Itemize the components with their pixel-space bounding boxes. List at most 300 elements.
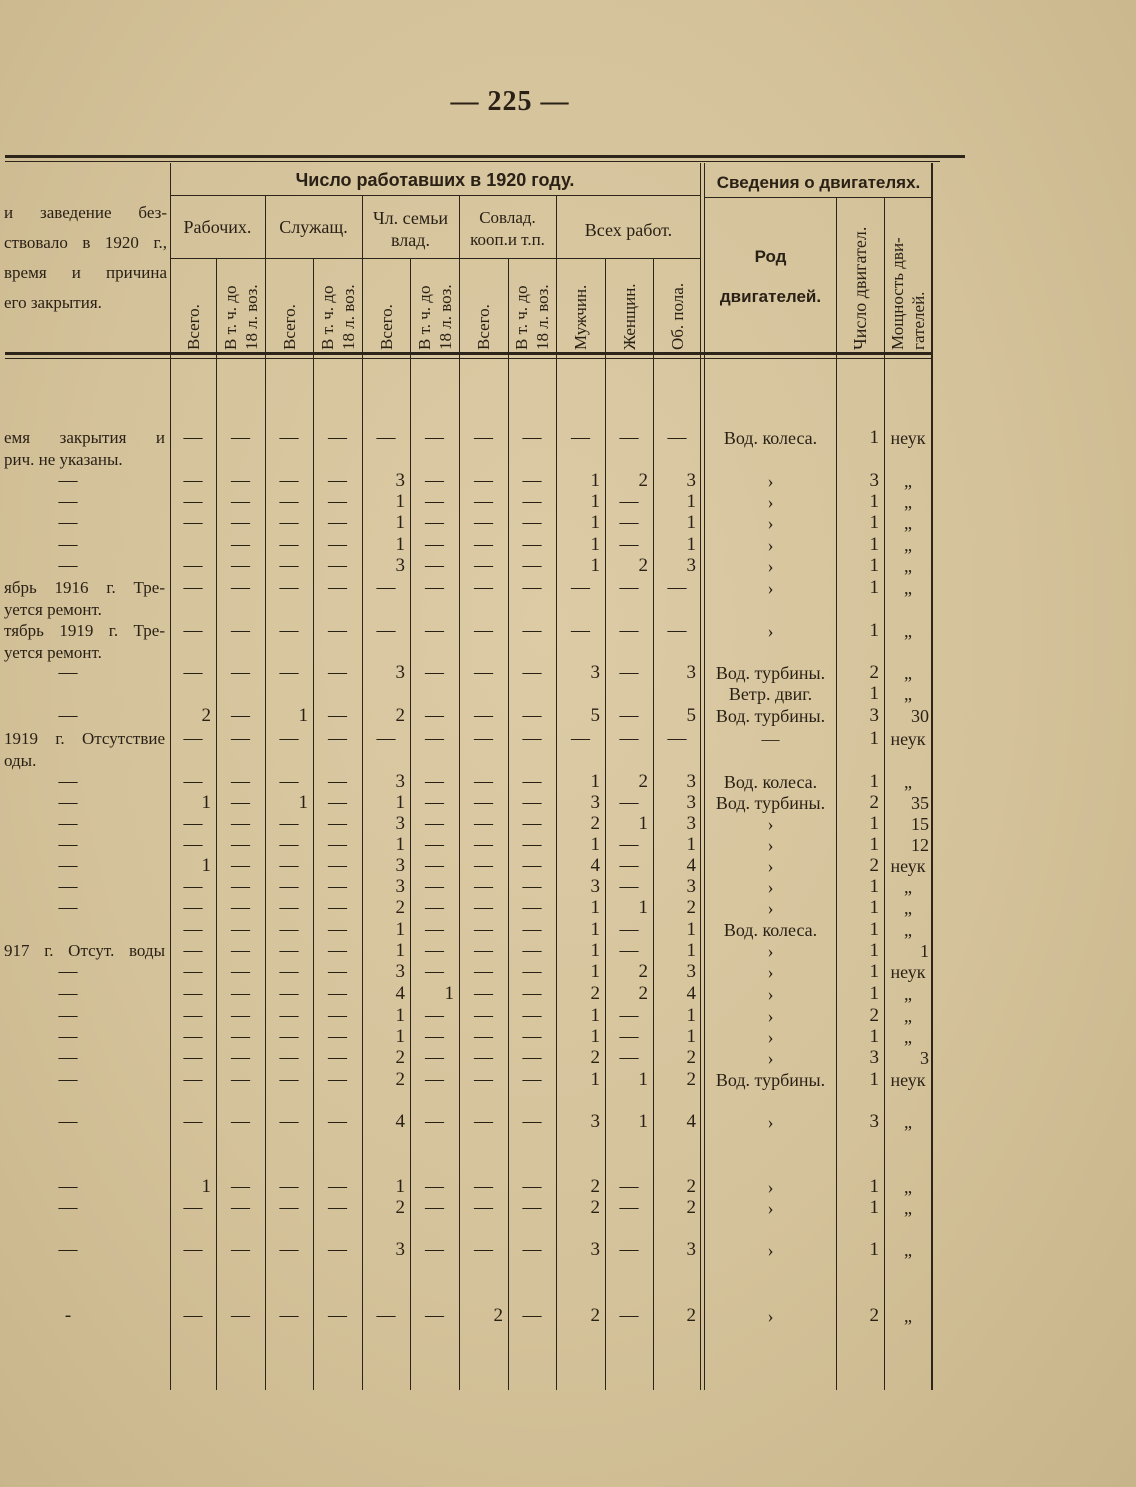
employees-under18-cell: —	[328, 876, 347, 897]
workers-under18-cell: —	[231, 1239, 250, 1260]
employees-total-cell: —	[279, 512, 299, 533]
family-under18-cell: —	[425, 1005, 444, 1026]
workers-total-cell: 2	[201, 705, 211, 726]
family-total-cell: 4	[395, 983, 405, 1004]
table-row	[0, 1026, 940, 1048]
engine-power-cell: „	[904, 877, 912, 897]
engine-count-cell: 3	[869, 470, 879, 491]
workers-under18-cell: —	[231, 940, 250, 961]
engine-power-cell: неук	[890, 1070, 926, 1090]
family-under18-cell: —	[425, 1197, 444, 1218]
family-total-cell: 3	[395, 961, 405, 982]
employees-under18-cell: —	[328, 961, 347, 982]
female-cell: —	[619, 491, 639, 512]
header-line: Всего.	[279, 304, 299, 350]
family-under18-cell: —	[425, 940, 444, 961]
row-remark-dash: —	[58, 897, 78, 918]
row-remark-dash: —	[58, 983, 78, 1004]
employees-total-cell: —	[279, 876, 299, 897]
row-remark-line: емя закрытия и	[4, 428, 165, 447]
employees-total-cell: —	[279, 834, 299, 855]
employees-under18-cell: —	[328, 620, 347, 641]
engine-type-cell: ›	[767, 535, 774, 555]
header-place-line: ствовало в 1920 г.,	[4, 233, 167, 252]
engine-power-cell: „	[904, 1240, 912, 1260]
employees-under18-cell: —	[328, 1047, 347, 1068]
workers-under18-cell: —	[231, 1176, 250, 1197]
family-under18-cell: —	[425, 919, 444, 940]
female-cell: —	[619, 834, 639, 855]
workers-under18-cell: —	[231, 512, 250, 533]
table-row	[0, 728, 940, 770]
engine-power-cell: „	[904, 1306, 912, 1326]
workers-total-cell: —	[183, 940, 203, 961]
both-sexes-cell: 3	[686, 792, 696, 813]
header-line: 18 л. воз.	[533, 284, 552, 350]
engine-power-cell: 30	[911, 706, 929, 726]
coowners-under18-cell: —	[522, 427, 542, 448]
coowners-under18-cell: —	[522, 1239, 542, 1260]
workers-total-cell: —	[183, 470, 203, 491]
family-total-cell: 1	[395, 792, 405, 813]
employees-total-cell: —	[279, 1176, 299, 1197]
table-row	[0, 555, 940, 577]
workers-total-cell: —	[183, 1239, 203, 1260]
engine-power-cell: неук	[890, 428, 926, 448]
workers-total-cell: —	[183, 1197, 203, 1218]
engine-power-cell: неук	[890, 856, 926, 876]
coowners-total-cell: —	[474, 555, 493, 576]
workers-under18-cell: —	[231, 983, 250, 1004]
employees-under18-cell: —	[328, 728, 347, 749]
family-under18-cell: —	[425, 855, 444, 876]
engine-count-cell: 1	[869, 897, 879, 918]
group-label-line: кооп.и т.п.	[470, 230, 545, 249]
both-sexes-cell: 3	[686, 813, 696, 834]
coowners-under18-cell: —	[522, 512, 542, 533]
engine-power-cell: неук	[890, 962, 926, 982]
group-label-line: Рабочих.	[183, 217, 252, 237]
employees-under18-cell: —	[328, 1305, 347, 1326]
family-total-cell: —	[376, 620, 396, 641]
employees-under18-cell: —	[328, 555, 347, 576]
male-cell: 5	[590, 705, 600, 726]
family-under18-cell: —	[425, 491, 444, 512]
engine-count-cell: 2	[869, 855, 879, 876]
header-place-line: и заведение без-	[4, 203, 167, 222]
engine-count-cell: 1	[869, 961, 879, 982]
both-sexes-cell: 1	[686, 834, 696, 855]
engine-power-cell: „	[904, 535, 912, 555]
workers-under18-cell: —	[231, 470, 250, 491]
header-line: В т. ч. до	[220, 285, 240, 350]
table-row	[0, 1111, 940, 1133]
employees-under18-cell: —	[328, 834, 347, 855]
female-cell: —	[619, 427, 639, 448]
table-row	[0, 491, 940, 513]
coowners-total-cell: —	[474, 940, 493, 961]
coowners-under18-cell: —	[522, 1111, 542, 1132]
table-row	[0, 683, 940, 705]
female-cell: —	[619, 728, 639, 749]
engine-count-cell: 1	[869, 834, 879, 855]
both-sexes-cell: —	[667, 620, 687, 641]
family-total-cell: 2	[395, 1069, 405, 1090]
workers-under18-cell: —	[231, 1111, 250, 1132]
both-sexes-cell: 3	[686, 470, 696, 491]
male-cell: 2	[590, 1176, 600, 1197]
coowners-total-cell: —	[474, 834, 493, 855]
male-cell: 1	[590, 1069, 600, 1090]
coowners-total-cell: —	[474, 771, 493, 792]
male-cell: 3	[590, 662, 600, 683]
engine-type-cell: ›	[767, 898, 774, 918]
family-total-cell: 3	[395, 855, 405, 876]
table-row	[0, 662, 940, 684]
coowners-total-cell: —	[474, 491, 493, 512]
female-cell: —	[619, 512, 639, 533]
row-remark-dash: —	[58, 1047, 78, 1068]
employees-under18-cell: —	[328, 771, 347, 792]
family-total-cell: 1	[395, 1176, 405, 1197]
coowners-under18-cell: —	[522, 983, 542, 1004]
row-remark-dash: —	[58, 1239, 78, 1260]
header-place-line: время и причина	[4, 263, 167, 282]
female-cell: 2	[638, 470, 648, 491]
coowners-under18-cell: —	[522, 834, 542, 855]
coowners-total-cell: —	[474, 813, 493, 834]
engine-type-cell: Вод. турбины.	[715, 706, 826, 726]
male-cell: 3	[590, 876, 600, 897]
male-cell: 1	[590, 555, 600, 576]
workers-total-cell: —	[183, 577, 203, 598]
row-remark-dash: —	[58, 876, 78, 897]
both-sexes-cell: 4	[686, 855, 696, 876]
employees-total-cell: —	[279, 1069, 299, 1090]
workers-total-cell: —	[183, 813, 203, 834]
row-remark-line: рич. не указаны.	[4, 450, 123, 469]
engine-count-cell: 1	[869, 1069, 879, 1090]
male-cell: 3	[590, 1239, 600, 1260]
family-under18-cell: —	[425, 1069, 444, 1090]
family-total-cell: 1	[395, 491, 405, 512]
header-line: Женщин.	[619, 283, 639, 350]
family-under18-cell: —	[425, 470, 444, 491]
workers-total-cell: —	[183, 620, 203, 641]
both-sexes-cell: —	[667, 577, 687, 598]
family-total-cell: 1	[395, 834, 405, 855]
header-line: В т. ч. до	[414, 285, 434, 350]
workers-total-cell: 1	[201, 855, 211, 876]
workers-under18-cell: —	[231, 728, 250, 749]
family-total-cell: 2	[395, 1047, 405, 1068]
row-remark-dash: —	[58, 1111, 78, 1132]
workers-under18-cell: —	[231, 919, 250, 940]
engine-power-cell: „	[904, 578, 912, 598]
engine-type-cell: ›	[767, 962, 774, 982]
coowners-total-cell: —	[474, 512, 493, 533]
employees-total-cell: —	[279, 427, 299, 448]
engine-type-cell: ›	[767, 1177, 774, 1197]
male-cell: 1	[590, 491, 600, 512]
coowners-total-cell: —	[474, 534, 493, 555]
engine-count-cell: 1	[869, 728, 879, 749]
coowners-under18-cell: —	[522, 534, 542, 555]
employees-under18-cell: —	[328, 919, 347, 940]
family-total-cell: 3	[395, 555, 405, 576]
workers-under18-cell: —	[231, 491, 250, 512]
workers-total-cell: —	[183, 662, 203, 683]
coowners-total-cell: —	[474, 961, 493, 982]
engine-type-cell: Вод. колеса.	[723, 428, 818, 448]
engine-power-cell: 3	[920, 1048, 929, 1068]
both-sexes-cell: 3	[686, 771, 696, 792]
family-total-cell: 2	[395, 1197, 405, 1218]
workers-total-cell: —	[183, 1111, 203, 1132]
coowners-total-cell: —	[474, 1197, 493, 1218]
coowners-total-cell: —	[474, 1005, 493, 1026]
female-cell: —	[619, 705, 639, 726]
male-cell: 2	[590, 1197, 600, 1218]
engine-type-cell: —	[761, 729, 780, 749]
row-remark-dash: —	[58, 771, 78, 792]
engine-power-cell: „	[904, 984, 912, 1004]
header-line: 18 л. воз.	[338, 284, 358, 350]
female-cell: —	[619, 1005, 639, 1026]
employees-under18-cell: —	[328, 983, 347, 1004]
family-total-cell: 1	[395, 940, 405, 961]
both-sexes-cell: 3	[686, 1239, 696, 1260]
family-total-cell: —	[376, 728, 396, 749]
male-cell: 2	[590, 1047, 600, 1068]
coowners-under18-cell: —	[522, 728, 542, 749]
workers-total-cell: —	[183, 1005, 203, 1026]
employees-under18-cell: —	[328, 1005, 347, 1026]
row-remark-dash: —	[58, 1005, 78, 1026]
male-cell: 3	[590, 792, 600, 813]
coowners-total-cell: —	[474, 427, 493, 448]
coowners-under18-cell: —	[522, 1069, 542, 1090]
employees-total-cell: 1	[298, 792, 308, 813]
both-sexes-cell: 3	[686, 555, 696, 576]
row-remark-dash: —	[58, 855, 78, 876]
family-under18-cell: 1	[444, 983, 454, 1004]
employees-total-cell: —	[279, 897, 299, 918]
workers-total-cell: —	[183, 771, 203, 792]
employees-under18-cell: —	[328, 1239, 347, 1260]
both-sexes-cell: 1	[686, 940, 696, 961]
family-under18-cell: —	[425, 834, 444, 855]
employees-total-cell: —	[279, 1239, 299, 1260]
coowners-total-cell: —	[474, 1069, 493, 1090]
employees-under18-cell: —	[328, 1111, 347, 1132]
employees-total-cell: —	[279, 728, 299, 749]
family-total-cell: 3	[395, 813, 405, 834]
male-cell: 1	[590, 897, 600, 918]
row-remark-dash: —	[58, 662, 78, 683]
both-sexes-cell: 2	[686, 897, 696, 918]
workers-total-cell: —	[183, 555, 203, 576]
page-number: — 225 —	[450, 86, 570, 117]
engine-type-cell: ›	[767, 492, 774, 512]
row-remark-dash: —	[58, 1197, 78, 1218]
coowners-total-cell: —	[474, 1111, 493, 1132]
workers-total-cell: —	[183, 961, 203, 982]
workers-under18-cell: —	[231, 555, 250, 576]
row-remark-dash: —	[58, 705, 78, 726]
engine-power-cell: „	[904, 1112, 912, 1132]
workers-under18-cell: —	[231, 834, 250, 855]
employees-total-cell: —	[279, 1305, 299, 1326]
engine-power-cell: „	[904, 492, 912, 512]
workers-total-cell: —	[183, 512, 203, 533]
coowners-total-cell: —	[474, 577, 493, 598]
employees-total-cell: —	[279, 470, 299, 491]
both-sexes-cell: 2	[686, 1305, 696, 1326]
workers-under18-cell: —	[231, 1005, 250, 1026]
employees-under18-cell: —	[328, 1026, 347, 1047]
both-sexes-cell: 3	[686, 876, 696, 897]
female-cell: —	[619, 792, 639, 813]
engine-power-cell: „	[904, 471, 912, 491]
header-line: 18 л. воз.	[435, 284, 455, 350]
header-line: Число двигател.	[849, 226, 870, 350]
coowners-under18-cell: —	[522, 961, 542, 982]
coowners-under18-cell: —	[522, 897, 542, 918]
employees-under18-cell: —	[328, 940, 347, 961]
engines-group-title: Сведения о двигателях.	[716, 173, 921, 192]
family-under18-cell: —	[425, 534, 444, 555]
coowners-under18-cell: —	[522, 813, 542, 834]
row-remark-dash: —	[58, 813, 78, 834]
employees-under18-cell: —	[328, 470, 347, 491]
female-cell: —	[619, 855, 639, 876]
employees-under18-cell: —	[328, 792, 347, 813]
table-row	[0, 1069, 940, 1091]
male-cell: 3	[590, 1111, 600, 1132]
female-cell: 2	[638, 983, 648, 1004]
engine-power-cell: „	[904, 920, 912, 940]
family-total-cell: 1	[395, 1005, 405, 1026]
family-total-cell: —	[376, 1305, 396, 1326]
coowners-total-cell: —	[474, 876, 493, 897]
workers-total-cell: —	[183, 1047, 203, 1068]
employees-total-cell: —	[279, 813, 299, 834]
workers-under18-cell: —	[231, 705, 250, 726]
coowners-total-cell: —	[474, 705, 493, 726]
workers-under18-cell: —	[231, 427, 250, 448]
table-row	[0, 813, 940, 835]
engine-power-cell: 1	[920, 941, 929, 961]
employees-total-cell: —	[279, 961, 299, 982]
coowners-total-cell: —	[474, 1026, 493, 1047]
header-line: Всего.	[376, 304, 396, 350]
employees-under18-cell: —	[328, 813, 347, 834]
workers-total-cell: —	[183, 834, 203, 855]
family-total-cell: 3	[395, 876, 405, 897]
engine-power-cell: „	[904, 1198, 912, 1218]
coowners-total-cell: —	[474, 662, 493, 683]
workers-total-cell: —	[183, 919, 203, 940]
workers-total-cell: 1	[201, 792, 211, 813]
male-cell: 2	[590, 1305, 600, 1326]
table-row	[0, 940, 940, 962]
row-remark-dash: —	[58, 1026, 78, 1047]
female-cell: —	[619, 620, 639, 641]
engine-type-cell: ›	[767, 856, 774, 876]
coowners-under18-cell: —	[522, 491, 542, 512]
engine-type-cell: ›	[767, 835, 774, 855]
row-remark-dash: -	[64, 1305, 72, 1326]
engine-type-cell: ›	[767, 1048, 774, 1068]
both-sexes-cell: 2	[686, 1069, 696, 1090]
engine-type-cell: ›	[767, 513, 774, 533]
both-sexes-cell: 5	[686, 705, 696, 726]
engine-power-cell: „	[904, 772, 912, 792]
both-sexes-cell: 2	[686, 1197, 696, 1218]
both-sexes-cell: 1	[686, 491, 696, 512]
workers-total-cell: —	[183, 491, 203, 512]
engine-count-cell: 1	[869, 813, 879, 834]
female-cell: 2	[638, 555, 648, 576]
workers-under18-cell: —	[231, 876, 250, 897]
male-cell: 2	[590, 813, 600, 834]
both-sexes-cell: 3	[686, 961, 696, 982]
female-cell: 1	[638, 813, 648, 834]
coowners-total-cell: —	[474, 919, 493, 940]
table-row	[0, 427, 940, 469]
coowners-under18-cell: —	[522, 1197, 542, 1218]
engine-count-cell: 2	[869, 1005, 879, 1026]
coowners-under18-cell: —	[522, 792, 542, 813]
workers-under18-cell: —	[231, 1069, 250, 1090]
workers-total-cell: —	[183, 1026, 203, 1047]
employees-total-cell: —	[279, 919, 299, 940]
engine-count-cell: 1	[869, 940, 879, 961]
family-total-cell: 1	[395, 512, 405, 533]
workers-under18-cell: —	[231, 813, 250, 834]
male-cell: 1	[590, 834, 600, 855]
engine-type-cell: ›	[767, 1027, 774, 1047]
engine-count-cell: 3	[869, 1047, 879, 1068]
family-under18-cell: —	[425, 897, 444, 918]
male-cell: 2	[590, 983, 600, 1004]
row-remark-dash: —	[58, 555, 78, 576]
row-remark-dash: —	[58, 491, 78, 512]
group-label-line: Чл. семьи	[372, 208, 449, 228]
table-row	[0, 897, 940, 919]
engine-power-cell: „	[904, 663, 912, 683]
engine-count-cell: 1	[869, 1176, 879, 1197]
both-sexes-cell: 1	[686, 512, 696, 533]
family-total-cell: 3	[395, 1239, 405, 1260]
engine-power-cell: „	[904, 898, 912, 918]
coowners-under18-cell: —	[522, 662, 542, 683]
female-cell: —	[619, 1239, 639, 1260]
both-sexes-cell: 3	[686, 662, 696, 683]
employees-under18-cell: —	[328, 1069, 347, 1090]
female-cell: 2	[638, 771, 648, 792]
engine-count-cell: 2	[869, 792, 879, 813]
workers-total-cell: —	[183, 897, 203, 918]
employees-total-cell: —	[279, 771, 299, 792]
row-remark-line: 917 г. Отсут. воды	[4, 941, 165, 960]
row-remark-line: уется ремонт.	[4, 600, 102, 619]
family-under18-cell: —	[425, 1047, 444, 1068]
workers-total-cell: —	[183, 1069, 203, 1090]
header-line: Мужчин.	[571, 284, 590, 350]
male-cell: —	[571, 728, 590, 749]
